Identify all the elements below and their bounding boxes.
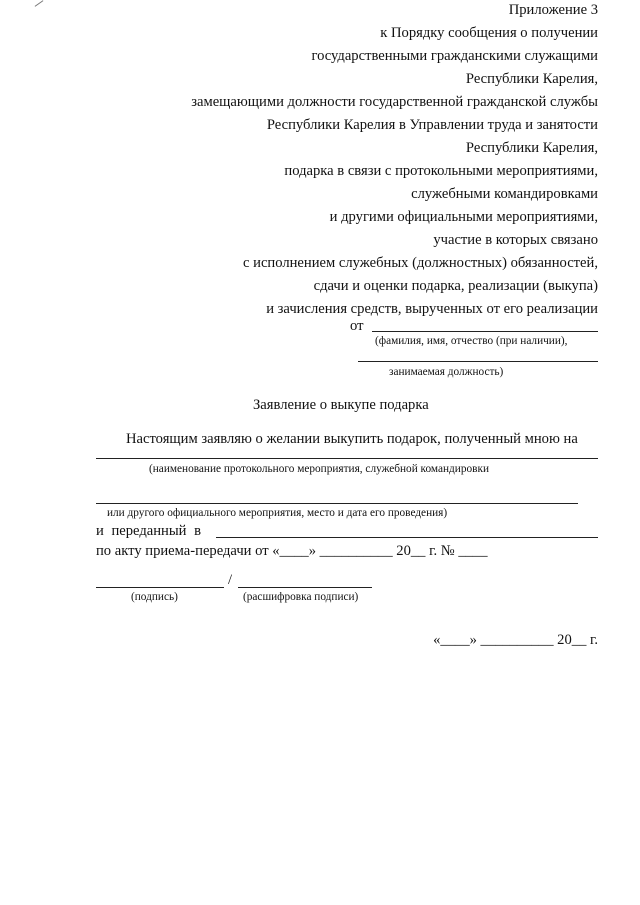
signature-slash: / xyxy=(228,572,233,588)
header-line-10: и другими официальными мероприятиями, xyxy=(329,209,598,225)
form-title: Заявление о выкупе подарка xyxy=(253,397,429,413)
header-line-6: Республики Карелия в Управлении труда и занятости xyxy=(266,117,598,133)
intro-text: Настоящим заявляю о желании выкупить подарок, полученный мною на xyxy=(126,431,578,447)
event-caption-2: или другого официального мероприятия, место и дата его проведения) xyxy=(107,507,448,519)
event-caption-1: (наименование протокольного мероприятия, служебной командировки xyxy=(149,463,489,475)
header-line-3: государственными гражданскими служащими xyxy=(311,48,598,64)
header-line-12: с исполнением служебных (должностных) обязанностей, xyxy=(243,255,598,271)
header-line-7: Республики Карелия, xyxy=(465,140,598,156)
event-field-2[interactable] xyxy=(96,503,578,504)
header-line-2: к Порядку сообщения о получении xyxy=(380,25,598,41)
scan-mark xyxy=(35,0,44,7)
position-caption: занимаемая должность) xyxy=(389,366,504,378)
fio-caption: (фамилия, имя, отчество (при наличии), xyxy=(375,335,568,347)
signature-decode-caption: (расшифровка подписи) xyxy=(243,591,359,603)
event-field-1[interactable] xyxy=(96,458,598,459)
header-line-4: Республики Карелия, xyxy=(465,71,598,87)
date-line: «____» __________ 20__ г. xyxy=(433,632,598,648)
signature-caption: (подпись) xyxy=(131,591,178,603)
transferred-to-field[interactable] xyxy=(216,537,598,538)
header-line-5: замещающими должности государственной гражданской службы xyxy=(191,94,598,110)
transferred-label: и переданный в xyxy=(96,523,202,539)
header-line-8: подарка в связи с протокольными мероприятиями, xyxy=(284,163,598,179)
fio-field[interactable] xyxy=(372,331,598,332)
from-label: от xyxy=(350,318,364,334)
header-line-14: и зачисления средств, вырученных от его реализации xyxy=(266,301,598,317)
position-field[interactable] xyxy=(358,361,598,362)
header-line-11: участие в которых связано xyxy=(433,232,598,248)
header-line-9: служебными командировками xyxy=(411,186,598,202)
signature-decode-field[interactable] xyxy=(238,587,372,588)
header-line-1: Приложение 3 xyxy=(508,2,598,18)
signature-field[interactable] xyxy=(96,587,224,588)
act-line: по акту приема-передачи от «____» __________ 20__ г. № ____ xyxy=(96,543,488,559)
header-line-13: сдачи и оценки подарка, реализации (выкупа) xyxy=(313,278,598,294)
